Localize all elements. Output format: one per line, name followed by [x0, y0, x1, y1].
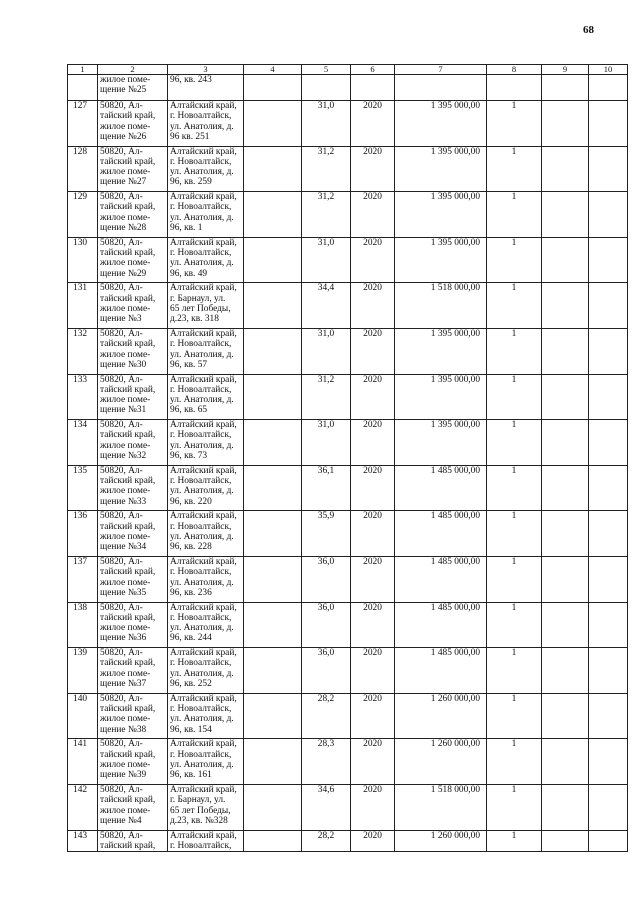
- cell-area: [302, 75, 351, 101]
- cell-col4: [244, 784, 302, 830]
- cell-address: 96, кв. 243: [168, 75, 244, 101]
- cell-col10: [589, 465, 628, 511]
- cell-value: 1 395 000,00: [395, 192, 487, 238]
- cell-number: 137: [68, 556, 98, 602]
- cell-col4: [244, 75, 302, 101]
- table-row: [68, 556, 628, 602]
- cell-area: 31,0: [302, 101, 351, 147]
- cell-col10: [589, 283, 628, 329]
- cell-address: Алтайский край, г. Новоалтайск, ул. Анатолия, д. 96, кв. 220: [168, 465, 244, 511]
- cell-quantity: 1: [487, 328, 542, 374]
- cell-address: Алтайский край, г. Новоалтайск,: [168, 830, 244, 852]
- cell-quantity: 1: [487, 693, 542, 739]
- table-header-row: [68, 65, 628, 75]
- cell-value: 1 485 000,00: [395, 465, 487, 511]
- cell-number: 131: [68, 283, 98, 329]
- cell-quantity: 1: [487, 465, 542, 511]
- cell-address: Алтайский край, г. Новоалтайск, ул. Анатолия, д. 96, кв. 236: [168, 556, 244, 602]
- cell-number: 135: [68, 465, 98, 511]
- cell-area: 31,2: [302, 146, 351, 192]
- cell-name: 50820, Ал- тайский край, жилое поме- щение №28: [98, 192, 168, 238]
- cell-col9: [542, 648, 589, 694]
- cell-col9: [542, 602, 589, 648]
- cell-value: [395, 75, 487, 101]
- cell-area: 34,6: [302, 784, 351, 830]
- cell-quantity: 1: [487, 283, 542, 329]
- cell-year: 2020: [351, 784, 395, 830]
- cell-col9: [542, 830, 589, 852]
- cell-address: Алтайский край, г. Новоалтайск, ул. Анатолия, д. 96, кв. 73: [168, 420, 244, 466]
- cell-number: 143: [68, 830, 98, 852]
- cell-area: 34,4: [302, 283, 351, 329]
- table-row: [68, 830, 628, 852]
- cell-year: 2020: [351, 556, 395, 602]
- cell-col10: [589, 511, 628, 557]
- cell-address: Алтайский край, г. Новоалтайск, ул. Анатолия, д. 96, кв. 161: [168, 739, 244, 785]
- cell-year: 2020: [351, 146, 395, 192]
- table-row: [68, 192, 628, 238]
- table-row: [68, 328, 628, 374]
- cell-number: 129: [68, 192, 98, 238]
- cell-col10: [589, 556, 628, 602]
- cell-name: 50820, Ал- тайский край, жилое поме- щение №3: [98, 283, 168, 329]
- cell-name: 50820, Ал- тайский край, жилое поме- щение №29: [98, 237, 168, 283]
- cell-address: Алтайский край, г. Новоалтайск, ул. Анатолия, д. 96, кв. 57: [168, 328, 244, 374]
- cell-year: 2020: [351, 739, 395, 785]
- cell-address: Алтайский край, г. Новоалтайск, ул. Анатолия, д. 96, кв. 244: [168, 602, 244, 648]
- column-header: 10: [589, 65, 628, 75]
- cell-col4: [244, 328, 302, 374]
- cell-quantity: 1: [487, 784, 542, 830]
- cell-col9: [542, 237, 589, 283]
- cell-col9: [542, 420, 589, 466]
- cell-col4: [244, 237, 302, 283]
- cell-col4: [244, 648, 302, 694]
- cell-number: 142: [68, 784, 98, 830]
- cell-col9: [542, 556, 589, 602]
- cell-year: 2020: [351, 465, 395, 511]
- cell-col4: [244, 602, 302, 648]
- table-row: [68, 784, 628, 830]
- cell-col10: [589, 192, 628, 238]
- cell-area: 31,0: [302, 237, 351, 283]
- cell-name: 50820, Ал- тайский край, жилое поме- щение №33: [98, 465, 168, 511]
- cell-col10: [589, 374, 628, 420]
- cell-col10: [589, 420, 628, 466]
- cell-col4: [244, 374, 302, 420]
- cell-number: 140: [68, 693, 98, 739]
- cell-col4: [244, 830, 302, 852]
- cell-value: 1 485 000,00: [395, 511, 487, 557]
- cell-number: [68, 75, 98, 101]
- cell-area: 31,0: [302, 420, 351, 466]
- cell-address: Алтайский край, г. Барнаул, ул. 65 лет Победы, д.23, кв. №328: [168, 784, 244, 830]
- page-number: 68: [583, 24, 594, 36]
- cell-name: жилое поме- щение №25: [98, 75, 168, 101]
- cell-quantity: 1: [487, 420, 542, 466]
- cell-value: 1 485 000,00: [395, 556, 487, 602]
- cell-year: 2020: [351, 237, 395, 283]
- cell-col4: [244, 556, 302, 602]
- cell-year: 2020: [351, 420, 395, 466]
- cell-area: 35,9: [302, 511, 351, 557]
- cell-value: 1 395 000,00: [395, 237, 487, 283]
- column-header: 5: [302, 65, 351, 75]
- cell-year: 2020: [351, 101, 395, 147]
- table-row: [68, 101, 628, 147]
- cell-col4: [244, 192, 302, 238]
- cell-col4: [244, 693, 302, 739]
- cell-number: 136: [68, 511, 98, 557]
- cell-quantity: 1: [487, 739, 542, 785]
- cell-number: 133: [68, 374, 98, 420]
- table-row: [68, 465, 628, 511]
- cell-area: 36,1: [302, 465, 351, 511]
- cell-quantity: 1: [487, 101, 542, 147]
- cell-col4: [244, 739, 302, 785]
- cell-quantity: 1: [487, 602, 542, 648]
- cell-name: 50820, Ал- тайский край, жилое поме- щение №26: [98, 101, 168, 147]
- cell-address: Алтайский край, г. Новоалтайск, ул. Анатолия, д. 96, кв. 154: [168, 693, 244, 739]
- cell-area: 36,0: [302, 648, 351, 694]
- cell-col10: [589, 739, 628, 785]
- cell-year: 2020: [351, 328, 395, 374]
- cell-value: 1 395 000,00: [395, 420, 487, 466]
- cell-col4: [244, 283, 302, 329]
- cell-year: 2020: [351, 602, 395, 648]
- cell-area: 36,0: [302, 556, 351, 602]
- cell-year: 2020: [351, 693, 395, 739]
- cell-year: 2020: [351, 374, 395, 420]
- cell-col4: [244, 420, 302, 466]
- cell-name: 50820, Ал- тайский край, жилое поме- щение №37: [98, 648, 168, 694]
- cell-value: 1 485 000,00: [395, 602, 487, 648]
- table-row: [68, 739, 628, 785]
- cell-number: 127: [68, 101, 98, 147]
- cell-year: 2020: [351, 830, 395, 852]
- cell-value: 1 260 000,00: [395, 739, 487, 785]
- cell-number: 139: [68, 648, 98, 694]
- cell-number: 141: [68, 739, 98, 785]
- column-header: 2: [98, 65, 168, 75]
- cell-col10: [589, 830, 628, 852]
- cell-name: 50820, Ал- тайский край, жилое поме- щение №30: [98, 328, 168, 374]
- column-header: 4: [244, 65, 302, 75]
- cell-year: 2020: [351, 192, 395, 238]
- column-header: 9: [542, 65, 589, 75]
- cell-value: 1 395 000,00: [395, 101, 487, 147]
- cell-col10: [589, 75, 628, 101]
- cell-col10: [589, 237, 628, 283]
- cell-col4: [244, 146, 302, 192]
- cell-year: 2020: [351, 648, 395, 694]
- cell-year: [351, 75, 395, 101]
- column-header: 6: [351, 65, 395, 75]
- cell-name: 50820, Ал- тайский край,: [98, 830, 168, 852]
- cell-quantity: 1: [487, 192, 542, 238]
- cell-value: 1 395 000,00: [395, 146, 487, 192]
- cell-number: 130: [68, 237, 98, 283]
- cell-col10: [589, 146, 628, 192]
- table-row-continued: [68, 75, 628, 101]
- cell-col4: [244, 511, 302, 557]
- cell-col10: [589, 602, 628, 648]
- cell-quantity: 1: [487, 556, 542, 602]
- cell-year: 2020: [351, 283, 395, 329]
- cell-value: 1 485 000,00: [395, 648, 487, 694]
- cell-quantity: 1: [487, 648, 542, 694]
- cell-address: Алтайский край, г. Новоалтайск, ул. Анатолия, д. 96, кв. 1: [168, 192, 244, 238]
- cell-value: 1 260 000,00: [395, 693, 487, 739]
- cell-col9: [542, 784, 589, 830]
- cell-col9: [542, 465, 589, 511]
- cell-quantity: 1: [487, 511, 542, 557]
- cell-address: Алтайский край, г. Новоалтайск, ул. Анатолия, д. 96, кв. 259: [168, 146, 244, 192]
- cell-number: 138: [68, 602, 98, 648]
- table-row: [68, 146, 628, 192]
- property-register-table: [67, 64, 628, 852]
- cell-col4: [244, 465, 302, 511]
- cell-value: 1 260 000,00: [395, 830, 487, 852]
- cell-col9: [542, 328, 589, 374]
- cell-col9: [542, 75, 589, 101]
- cell-col9: [542, 146, 589, 192]
- cell-quantity: 1: [487, 237, 542, 283]
- column-header: 8: [487, 65, 542, 75]
- cell-number: 134: [68, 420, 98, 466]
- table-row: [68, 374, 628, 420]
- cell-number: 128: [68, 146, 98, 192]
- cell-name: 50820, Ал- тайский край, жилое поме- щение №35: [98, 556, 168, 602]
- column-header: 7: [395, 65, 487, 75]
- cell-name: 50820, Ал- тайский край, жилое поме- щение №39: [98, 739, 168, 785]
- cell-col9: [542, 693, 589, 739]
- cell-value: 1 395 000,00: [395, 328, 487, 374]
- cell-area: 28,2: [302, 830, 351, 852]
- cell-name: 50820, Ал- тайский край, жилое поме- щение №27: [98, 146, 168, 192]
- cell-address: Алтайский край, г. Новоалтайск, ул. Анатолия, д. 96, кв. 65: [168, 374, 244, 420]
- cell-year: 2020: [351, 511, 395, 557]
- cell-col4: [244, 101, 302, 147]
- cell-col10: [589, 693, 628, 739]
- cell-name: 50820, Ал- тайский край, жилое поме- щение №4: [98, 784, 168, 830]
- cell-address: Алтайский край, г. Новоалтайск, ул. Анатолия, д. 96, кв. 252: [168, 648, 244, 694]
- table-row: [68, 648, 628, 694]
- cell-address: Алтайский край, г. Новоалтайск, ул. Анатолия, д. 96, кв. 49: [168, 237, 244, 283]
- cell-area: 31,2: [302, 192, 351, 238]
- cell-quantity: 1: [487, 374, 542, 420]
- cell-quantity: [487, 75, 542, 101]
- cell-col10: [589, 328, 628, 374]
- cell-col9: [542, 511, 589, 557]
- cell-name: 50820, Ал- тайский край, жилое поме- щение №36: [98, 602, 168, 648]
- cell-name: 50820, Ал- тайский край, жилое поме- щение №34: [98, 511, 168, 557]
- column-header: 3: [168, 65, 244, 75]
- cell-col10: [589, 784, 628, 830]
- cell-area: 28,3: [302, 739, 351, 785]
- cell-col9: [542, 739, 589, 785]
- cell-value: 1 518 000,00: [395, 784, 487, 830]
- cell-area: 36,0: [302, 602, 351, 648]
- cell-name: 50820, Ал- тайский край, жилое поме- щение №32: [98, 420, 168, 466]
- cell-name: 50820, Ал- тайский край, жилое поме- щение №31: [98, 374, 168, 420]
- cell-address: Алтайский край, г. Новоалтайск, ул. Анатолия, д. 96 кв. 251: [168, 101, 244, 147]
- table-row: [68, 283, 628, 329]
- cell-area: 31,2: [302, 374, 351, 420]
- column-header: 1: [68, 65, 98, 75]
- cell-name: 50820, Ал- тайский край, жилое поме- щение №38: [98, 693, 168, 739]
- cell-number: 132: [68, 328, 98, 374]
- cell-col10: [589, 648, 628, 694]
- cell-address: Алтайский край, г. Новоалтайск, ул. Анатолия, д. 96, кв. 228: [168, 511, 244, 557]
- cell-col9: [542, 192, 589, 238]
- cell-address: Алтайский край, г. Барнаул, ул. 65 лет Победы, д.23, кв. 318: [168, 283, 244, 329]
- cell-quantity: 1: [487, 830, 542, 852]
- cell-col9: [542, 374, 589, 420]
- cell-col10: [589, 101, 628, 147]
- table-row: [68, 693, 628, 739]
- cell-value: 1 518 000,00: [395, 283, 487, 329]
- cell-area: 28,2: [302, 693, 351, 739]
- table-row: [68, 511, 628, 557]
- cell-value: 1 395 000,00: [395, 374, 487, 420]
- table-row: [68, 237, 628, 283]
- cell-quantity: 1: [487, 146, 542, 192]
- cell-area: 31,0: [302, 328, 351, 374]
- table-row: [68, 602, 628, 648]
- cell-col9: [542, 283, 589, 329]
- cell-col9: [542, 101, 589, 147]
- table-row: [68, 420, 628, 466]
